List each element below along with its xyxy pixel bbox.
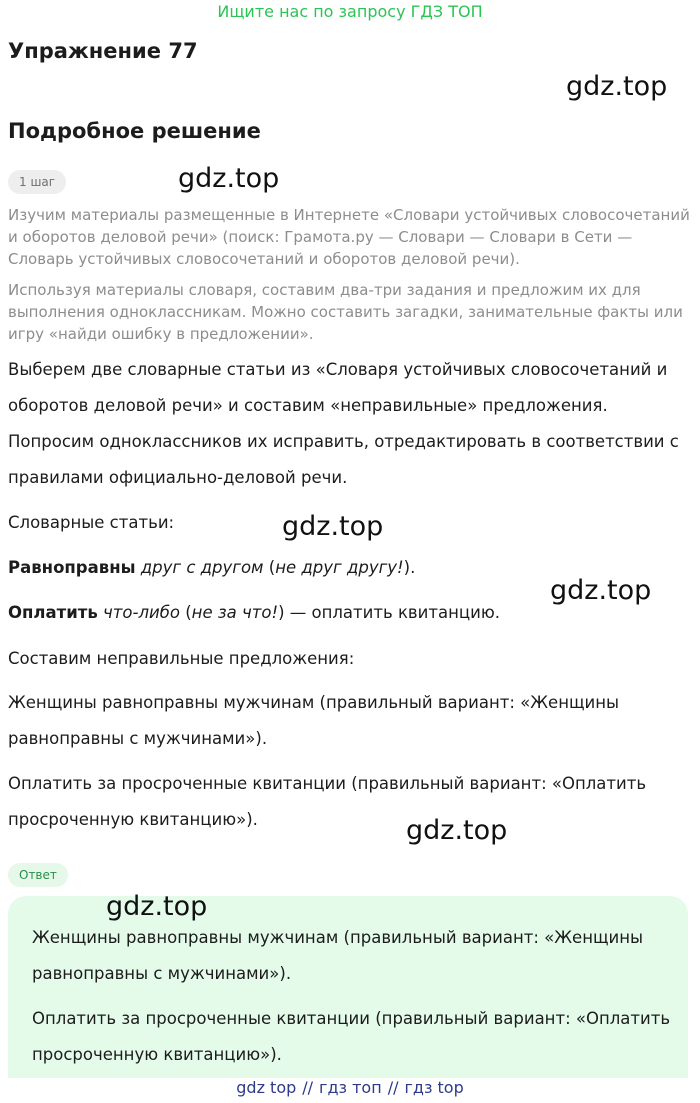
watermark: gdz.top <box>178 163 280 194</box>
top-banner: Ищите нас по запросу ГДЗ ТОП <box>217 2 483 21</box>
dictionary-entry <box>8 595 692 631</box>
watermark: gdz.top <box>566 71 668 102</box>
text-paragraph: Оплатить за просроченные квитанции (правильный вариант: «Оплатить просроченную квитанцию»). <box>8 774 647 829</box>
footer-separator: // <box>302 1078 314 1097</box>
entry-term: Равноправны <box>8 558 136 577</box>
footer-link[interactable]: gdz top <box>236 1078 297 1097</box>
solution-title: Подробное решение <box>8 119 261 143</box>
watermark: gdz.top <box>106 891 208 922</box>
answer-paragraph: Женщины равноправны мужчинам (правильный вариант: «Женщины равноправны с мужчинами»). <box>32 928 644 983</box>
footer-links <box>0 1076 700 1103</box>
watermark: gdz.top <box>550 575 652 606</box>
entry-text: ( <box>263 558 276 577</box>
intro-paragraph: Изучим материалы размещенные в Интернете «Словари устойчивых словосочетаний и оборотов деловой речи» (поиск: Грамота.ру — Словари — Словари в Сети — Словарь устойчивых словосочетаний и оборотов деловой речи). <box>8 206 690 268</box>
entry-text: ) — оплатить квитанцию. <box>278 603 500 622</box>
entry-text: ). <box>403 558 416 577</box>
watermark: gdz.top <box>406 815 508 846</box>
text-paragraph: Женщины равноправны мужчинам (правильный вариант: «Женщины равноправны с мужчинами»). <box>8 693 620 748</box>
text-paragraph: Выберем две словарные статьи из «Словаря устойчивых словосочетаний и оборотов деловой речи» и составим «неправильные» предложения. <box>8 360 668 415</box>
answer-paragraph: Оплатить за просроченные квитанции (правильный вариант: «Оплатить просроченную квитанцию»). <box>32 1009 671 1064</box>
entry-usage: что-либо <box>103 603 180 622</box>
answer-badge: Ответ <box>8 863 68 887</box>
footer-link[interactable]: гдз топ <box>319 1078 382 1097</box>
intro-paragraph: Используя материалы словаря, составим два-три задания и предложим их для выполнения одноклассникам. Можно составить загадки, занимательные факты или игру «найди ошибку в предложении». <box>8 281 683 343</box>
step-badge: 1 шаг <box>8 170 66 194</box>
entry-text: ( <box>179 603 192 622</box>
exercise-title: Упражнение 77 <box>8 39 198 63</box>
text-paragraph: Попросим одноклассников их исправить, отредактировать в соответствии с правилами официально-деловой речи. <box>8 432 679 487</box>
text-paragraph: Составим неправильные предложения: <box>8 649 355 668</box>
entry-note: не за что! <box>191 603 279 622</box>
entry-term: Оплатить <box>8 603 98 622</box>
entry-note: не друг другу! <box>275 558 404 577</box>
footer-separator: // <box>387 1078 399 1097</box>
text-paragraph: Словарные статьи: <box>8 513 175 532</box>
watermark: gdz.top <box>282 511 384 542</box>
footer-link[interactable]: гдз top <box>404 1078 464 1097</box>
entry-usage: друг с другом <box>140 558 264 577</box>
